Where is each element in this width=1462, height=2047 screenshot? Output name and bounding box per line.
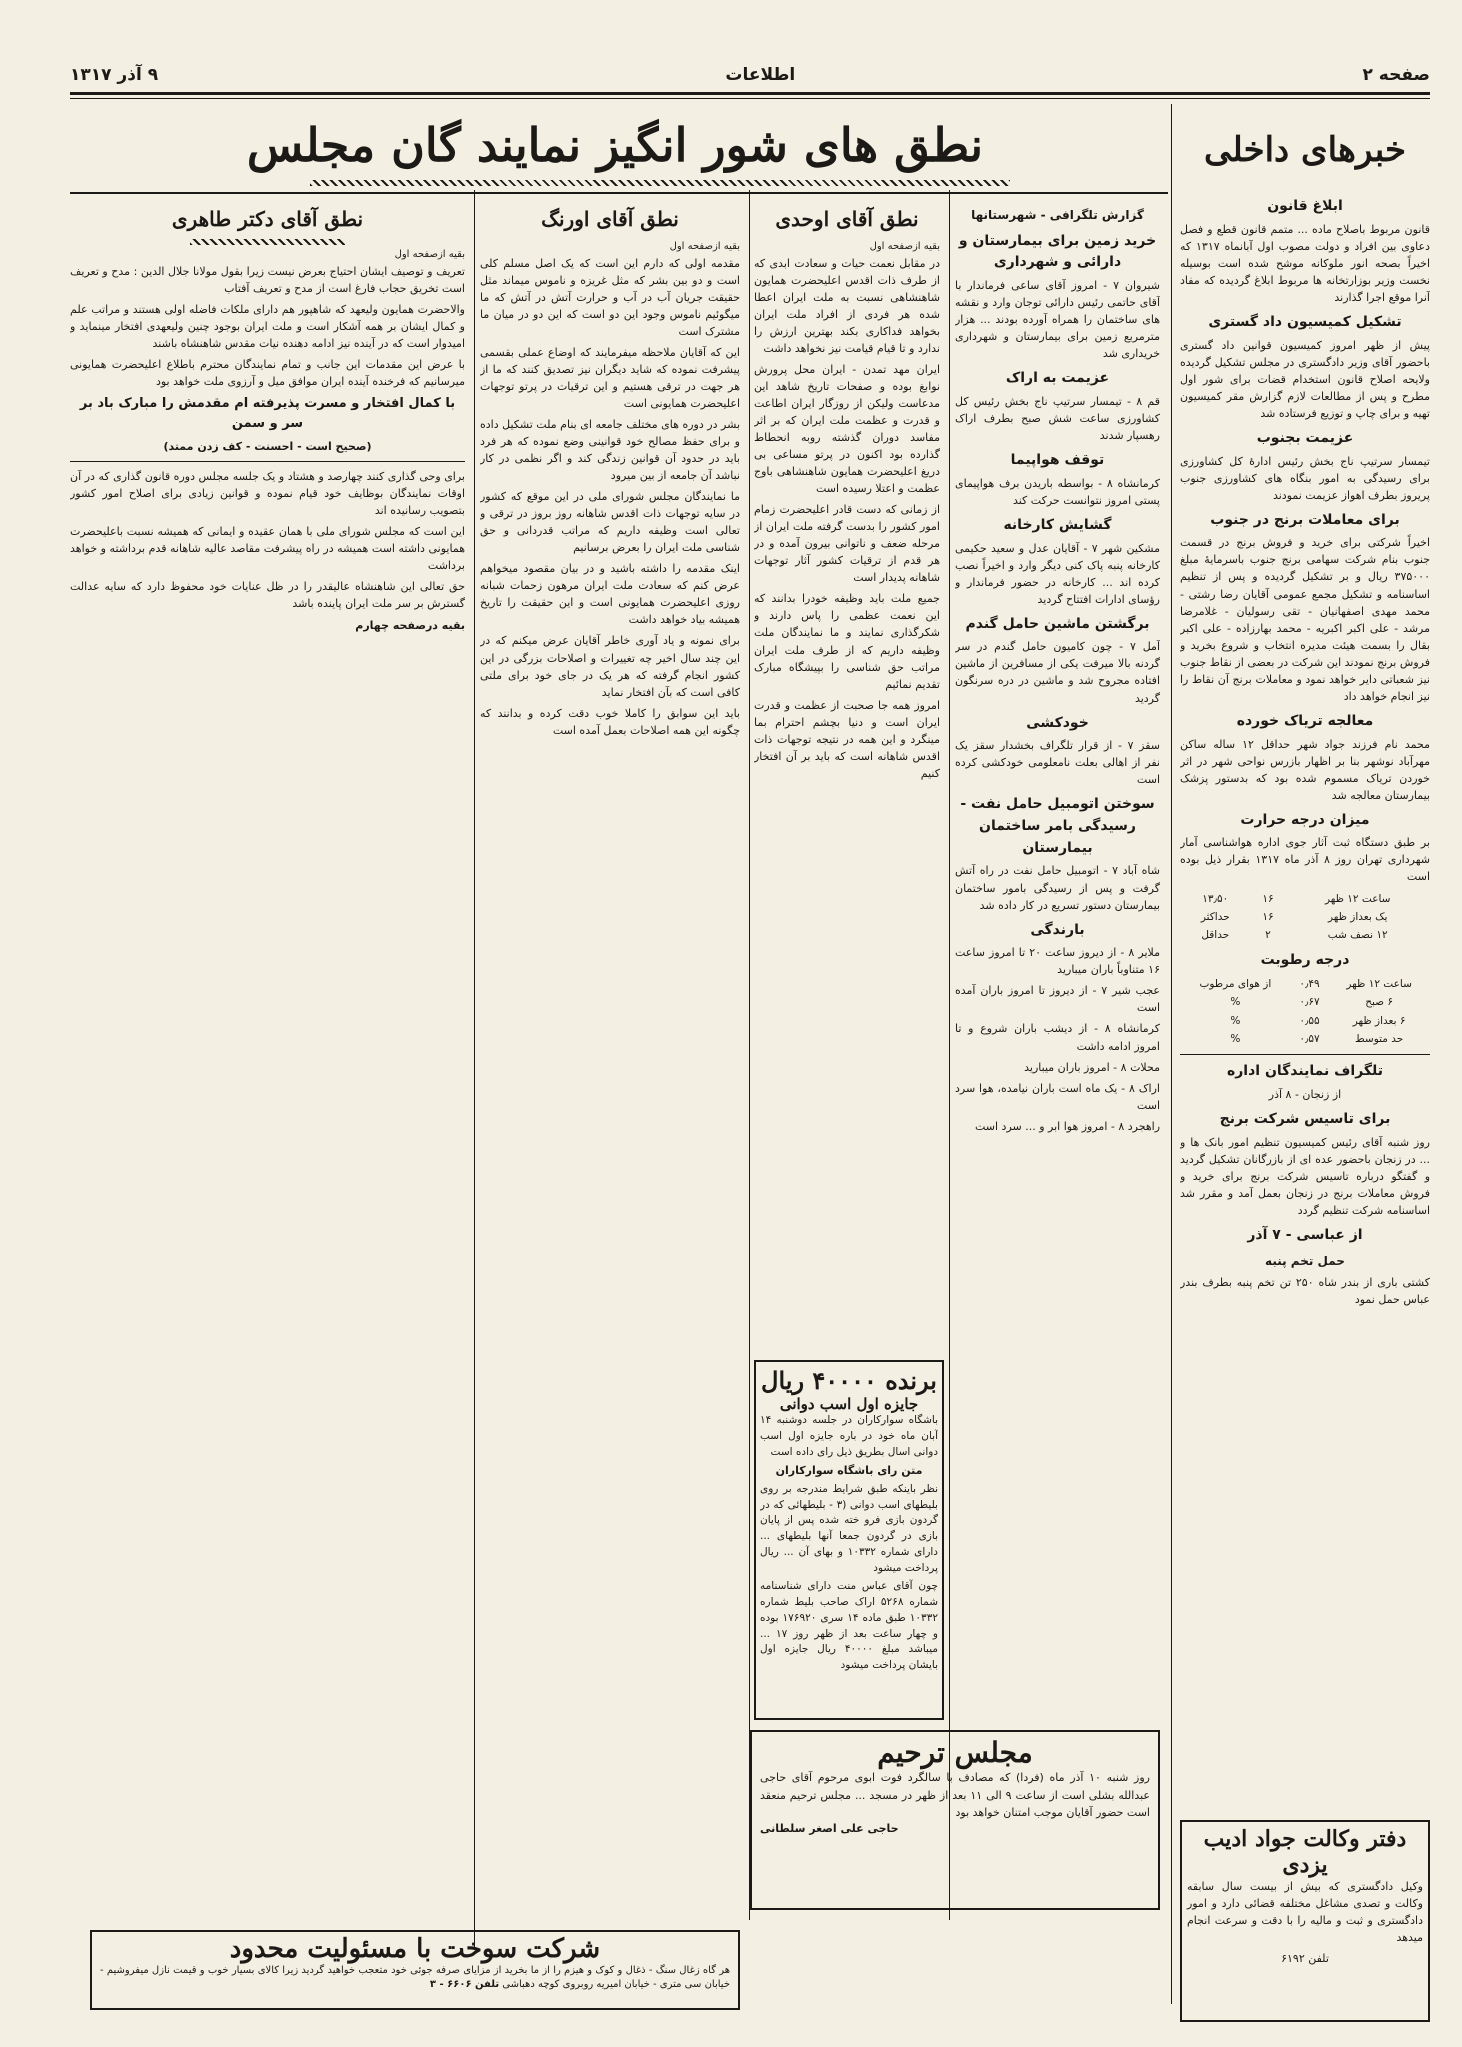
column-rule [1171,104,1172,2004]
headline: سوختن اتومبیل حامل نفت - رسیدگی بامر ساختمان بیمارستان [960,796,1155,856]
ad-subtitle: جایزه اول اسب دوانی [779,1395,919,1413]
article-text: در مقابل نعمت حیات و سعادت ابدی که از طرف ذات اقدس اعلیحضرت همایون شاهنشاهی نسبت به ملت ایران اعطا شده هر فردی از افراد ملت ایران بخواهد فداکاری بکند بهترین ارزش را ندارد و تا قیام قیامت نیز نخواهد داشت [754,256,940,355]
article-text: والاحضرت همایون ولیعهد که شاهپور هم دارای ملکات فاضله اولی هستند و مراتب علم و کمال ایشان بر همه آشکار است و ملت ایران بوجود چنین ولیعهدی افتخار مینماید و امیدوار است که در آینده نیز ادامه دهنده نیات مقدس شاهنشاه باشند [70,302,465,350]
article-text: بشر در دوره های مختلف جامعه ای بنام ملت تشکیل داده و برای حفظ مصالح خود قوانینی وضع نموده که هر فرد باید در حدود آن قوانین زندگی کند و اگر نظمی در کار نباشد آن جامعه از بین میرود [480,417,740,483]
article-text: از زمانی که دست قادر اعلیحضرت زمام امور کشور را بدست گرفته ملت ایران از مرحله ضعف و ناتوانی بیرون آمده و در هر قدم از ترقیات کشور آثار توجهات شاهانه پدیدار است [754,503,940,585]
column-rule [474,190,475,1950]
ad-title: برنده ۴۰۰۰۰ ریال [761,1366,937,1395]
banner-ornament [310,180,1010,186]
table-row: ۱۲ نصف شب ۲ حداقل [1201,929,1388,942]
section-title: گزارش تلگرافی - شهرستانها [971,208,1144,222]
article-text: پیش از ظهر امروز کمیسیون قوانین داد گستری باحضور آقای وزیر دادگستری در مجلس تشکیل گردیده ولایحه اصلاح قانون استخدام قضات برای شور اول مطرح و پس از مطالعات لازم گزارش مقر کمیسیون تهیه و برای چاپ و توزیع فرستاده شد [1180,338,1430,420]
table-row: ۶ صبح ۰٫۶۷ % [1230,996,1394,1009]
table-row: حد متوسط ۰٫۵۷ % [1230,1032,1404,1045]
article-text: ما نمایندگان مجلس شورای ملی در این موقع که کشور در سایه توجهات ذات اقدس شاهانه روز بروز در ترقی و تعالی است وظیفه داریم که مراتب قدردانی و حق شناسی ملت ایران را بعرض برسانیم [480,490,740,555]
dateline: از زنجان - ۸ آذر [1268,1087,1342,1101]
article-text: برای نمونه و یاد آوری خاطر آقایان عرض میکنم که در این چند سال اخیر چه تغییرات و اصلاحات بزرگی در این کشور انجام گرفته که هر یک در جای خود برای ملتی کافی است که بآن افتخار نماید [480,634,740,699]
article-text: جمیع ملت باید وظیفه خودرا بدانند که این نعمت عظمی را پاس دارند و شکرگذاری نمایند و ما نمایندگان ملت وظیفه داریم که از طرف ملت ایران مراتب حق شناسی را بپیشگاه مبارک تقدیم نمائیم [754,592,940,691]
title-ornament [190,239,345,245]
ad-heading: متن رای باشگاه سوارکاران [775,1464,923,1478]
headline: عزیمت بجنوب [1256,429,1354,446]
headline: ابلاغ قانون [1267,198,1343,214]
taheri-speech-column [70,200,465,1920]
article-text: با عرض این مقدمات این جانب و تمام نمایندگان محترم باطلاع اعلیحضرت همایونی میرسانیم که فرخنده آینده ایران موافق میل و آرزوی ملت خواهد بود [70,357,465,388]
article-text: تعریف و توصیف ایشان احتیاج بعرض نیست زیرا بقول مولانا جلال الدین : مدح و تعریف است تخریق حجاب فارغ است از مدح و تعریف آفتاب [70,264,465,295]
parliament-banner: نطق های شور انگیز نمایند گان مجلس [246,118,984,172]
article-text: محلات ۸ - امروز باران میبارید [1024,1060,1160,1074]
phone-number: تلفن ۶۶۰۶ - ۳ [429,1979,500,1990]
speech-title: نطق آقای دکتر طاهری [171,207,364,231]
article-text: حق تعالی این شاهنشاه عالیقدر را در ظل عنایات خود محفوظ دارد که سایه عدالت گسترش بر سر ملت ایران پاینده باشد [70,580,465,611]
page-header [70,60,1430,90]
column-rule [949,190,950,1920]
ad-text: روز شنبه ۱۰ آذر ماه (فردا) که مصادف با سالگرد فوت ابوی مرحوم آقای حاجی عبدالله بشلی است از ساعت ۹ الی ۱۱ بعد از ظهر در مسجد ... مجلس ترحیم منعقد است حضور آقایان موجب امتنان خواهد بود [760,1771,1150,1820]
speech-title: نطق آقای اورنگ [541,207,679,231]
ad-title: مجلس ترحیم [877,1736,1033,1769]
continued-label: بقیه درصفحه چهارم [355,618,465,632]
headline: از عباسی - ۷ آذر [1247,1226,1363,1243]
temperature-table [1180,890,1430,945]
table-row: ساعت ۱۲ ظهر ۰٫۴۹ از هوای مرطوب [1199,978,1412,991]
article-text: سقز ۷ - از قرار تلگراف بخشدار سقز یک نفر از اهالی بعلت نامعلومی خودکشی کرده است [955,739,1160,787]
header-rule-thin [70,98,1430,99]
article-text: اراک ۸ - یک ماه است باران نیامده، هوا سرد است [955,1081,1160,1112]
headline: درجه رطوبت [1260,952,1350,969]
headline: تلگراف نمایندگان اداره [1226,1063,1384,1080]
headline: خرید زمین برای بیمارستان و دارائی و شهرداری [958,232,1157,271]
article-text: اینک مقدمه را داشته باشید و در بیان مقصود میخواهم عرض کنم که سعادت ملت ایران مرهون زحمات شبانه روزی اعلیحضرت همایونی است و این حقیقت را تاریخ همیشه بیاد خواهد داشت [480,562,740,627]
applause-note: (صحیح است - احسنت - کف زدن ممتد) [163,440,372,454]
article-text: آمل ۷ - چون کامیون حامل گندم در سر گردنه بالا میرفت یکی از مسافرین از ماشین افتاده مجروح شد و ماشین در دره سرنگون گردید [955,640,1160,705]
table-row: یک بعداز ظهر ۱۶ حداکثر [1200,910,1388,923]
continued-label: بقیه ازصفحه اول [869,241,940,252]
table-row: ساعت ۱۲ ظهر ۱۶ ۱۳٫۵۰ [1202,892,1391,905]
humidity-table [1180,975,1430,1048]
ad-text: وکیل دادگستری که بیش از بیست سال سابقه وکالت و تصدی مشاغل مختلفه قضائی دارد و امور دادگستری و ثبت و مالیه را با دقت و سرعت انجام میدهد تلفن ۶۱۹۲ [1182,1878,1428,1971]
ad-title: شرکت سوخت با مسئولیت محدود [229,1934,601,1964]
article-text: قانون مربوط باصلاح ماده ... متمم قانون قطع و فصل دعاوی بین افراد و دولت مصوب اول آبانماه ۱۳۱۷ که اخیراً بصحه انور ملوکانه موشح شده است بوسیله نخست وزیر بوزارتخانه ها مربوط ابلاغ گردیده که مفاد آنرا موقع اجرا گذارند [1180,222,1430,304]
newspaper-name: اطلاعات [725,65,796,85]
headline: خودکشی [1026,714,1089,731]
article-text: باید این سوابق را کاملا خوب دقت کرده و بدانند که چگونه این همه اصلاحات بعمل آمده است [480,706,740,737]
headline: برای معاملات برنج در جنوب [1210,511,1400,528]
mourning-ad [750,1730,1160,1910]
headline: برگشتن ماشین حامل گندم [965,615,1150,632]
ad-title: دفتر وکالت جواد ادیب یزدی [1203,1826,1407,1878]
headline: میزان درجه حرارت [1240,811,1370,828]
internal-news-column [1180,190,1430,1810]
headline: معالجه تریاک خورده [1236,712,1374,729]
headline: تشکیل کمیسیون داد گستری [1208,313,1402,330]
article-text: مقدمه اولی که دارم این است که یک اصل مسلم کلی است و دو بین بشر که مثل غریزه و ناموس میماند مثل حقیقت جریان آب در آب و حرارت آتش در آتش که ما میگوئیم ناموس وجود این دو است که این دو در میان ما مشترک است [480,256,740,338]
ad-text: هر گاه زغال سنگ - ذغال و کوک و هیزم را از ما بخرید از مزایای صرفه جوئی خود متعجب خواهید گردید زیرا کالای بسیار خوب و قیمت نازل میفروشیم - خیابان سی متری - خیابان امیریه روبروی کوچه دهباشی تلفن ۶۶۰۶ - ۳ [100,1965,730,1990]
article-text: این که آقایان ملاحظه میفرمایند که اوضاع عملی بقسمی پیشرفت نموده که شاید دیگران نیز تصدیق کنند که ما از هر جهت در ترقی هستیم و این ترقیات در پرتو توجهات اعلیحضرت همایونی است [480,345,740,410]
article-text: کرمانشاه ۸ - از دیشب باران شروع و تا امروز ادامه داشت [955,1022,1160,1053]
ad-text: باشگاه سوارکاران در جلسه دوشنبه ۱۴ آبان ماه خود در باره جایزه اول اسب دوانی اسال بطریق ذیل رای داده است متن رای باشگاه سوارکاران نظر باینکه طبق شرایط مندرجه بر روی بلیطهای اسب دوانی (۳ - بلیطهائی که در گردون بازی فرو خته شده پس از پایان بازی در گردون جمعا آنها بلیطهای ... دارای شماره ۱۰۳۳۲ و بهای آن ... ریال پرداخت میشود چون آقای عباس منت دارای شناسنامه شماره ۵۲۶۸ اراک صاحب بلیط شماره ۱۰۳۳۲ طبق ماده ۱۴ سری ۱۷۶۹۲۰ بوده و چهار ساعت بعد از ظهر روز ۱۷ ... میباشد مبلغ ۴۰۰۰۰ ریال جایزه اول بایشان پرداخت میشود [760,1414,938,1671]
headline: عزیمت به اراک [1005,370,1110,387]
article-text: شاه آباد ۷ - اتومبیل حامل نفت در راه آتش گرفت و پس از رسیدگی بامور ساختمان بیمارستان دستور تسریع در کار داده شد [955,864,1160,912]
lottery-ad [754,1360,944,1720]
article-text: کرمانشاه ۸ - بواسطه باریدن برف هواپیمای پستی امروز نتوانست حرکت کند [955,476,1160,507]
article-text: کشتی باری از بندر شاه ۲۵۰ تن تخم پنبه بطرف بندر عباس حمل نمود [1180,1276,1430,1307]
headline: توقف هواپیما [1010,452,1105,469]
internal-news-banner: خبرهای داخلی [1204,130,1406,170]
article-text: ملایر ۸ - از دیروز ساعت ۲۰ تا امروز ساعت ۱۶ متناوباً باران میبارید [955,946,1160,977]
section-rule [70,192,1168,194]
avrang-speech-column [480,200,740,1920]
article-text: تیمسار سرتیپ ناج بخش رئیس ادارهٔ کل کشاورزی برای رسیدگی به امور بنگاه های کشاورزی جنوب پریروز بطرف اهواز عزیمت نمودند [1180,454,1430,502]
headline: بارندگی [1030,921,1085,938]
article-text: قم ۸ - تیمسار سرتیپ ناج بخش رئیس کل کشاورزی ساعت شش صبح بطرف اراک رهسپار شدند [955,394,1160,442]
article-text: مشکین شهر ۷ - آقایان عدل و سعید حکیمی کارخانه پنبه پاک کنی دیگر وارد و اخیراً نصب کرده اند ... کارخانه در حضور فرماندار و رؤسای ادارات افتتاح گردید [955,541,1160,606]
article-text: شیروان ۷ - امروز آقای ساعی فرماندار با آقای حاتمی رئیس دارائی توجان وارد و نقشه های ساختمان را همراه آورده بودند ... هزار مترمربع زمین برای بیمارستان و شهرداری خریداری شد [955,278,1160,361]
headline: گشایش کارخانه [1003,516,1112,533]
article-text: اخیراً شرکتی برای خرید و فروش برنج در قسمت جنوب بنام شرکت سهامی برنج جنوب باسرمایهٔ مبلغ ۳۷۵۰۰۰ ریال و بر تشکیل گردیده و پس از تنظیم اساسنامه و تشکیل مجمع عمومی آقایان رضا رشتی - محمد مهدی اصفهانیان - تقی رسولیان - غلامرضا مرشد - علی اکبر اکبریه - محمد بهارزاده - علی اکبر بقال را بسمت هیئت مدیره انتخاب و شروع بخرید و فروش برنج نمودند این شرکت در بعضی از نقاط جنوب نیز شعباتی دایر خواهد نمود و معاملات برنج آن نقاط را نیز انجام خواهد داد [1180,536,1430,703]
headline: برای تاسیس شرکت برنج [1219,1110,1391,1127]
article-text: بر طبق دستگاه ثبت آثار جوی اداره هواشناسی آمار شهرداری تهران روز ۸ آذر ماه ۱۳۱۷ بقرار ذیل بوده است [1180,836,1430,884]
continued-label: بقیه ازصفحه اول [669,241,740,252]
article-text: عجب شیر ۷ - از دیروز تا امروز باران آمده است [955,984,1160,1015]
phone-number: تلفن ۶۱۹۲ [1281,1952,1329,1966]
verse: با کمال افتخار و مسرت پذیرفته ام مقدمش را مبارک باد بر سر و سمن [79,395,456,431]
article-text: این است که مجلس شورای ملی با همان عقیده و ایمانی که همیشه نسبت باعلیحضرت همایونی داشته است همیشه در راه پیشرفت مقاصد عالیه شاهانه قدم برداشته و خواهد برداشت [70,525,465,573]
headline: حمل تخم پنبه [1265,1254,1345,1269]
table-row: ۶ بعداز ظهر ۰٫۵۵ % [1230,1014,1406,1027]
article-text: محمد نام فرزند جواد شهر حداقل ۱۲ ساله ساکن مهرآباد نوشهر بنا بر اظهار بازرس نواحی شهر در اثر خوردن تریاک مسموم شده بود که بدستور پزشک بیمارستان معالجه شد [1180,737,1430,802]
fuel-company-ad [90,1930,740,2010]
ad-signature: حاجی علی اصغر سلطانی [760,1821,899,1835]
issue-date: ۹ آذر ۱۳۱۷ [70,65,159,85]
article-text: برای وحی گذاری کنند چهارصد و هشتاد و یک جلسه مجلس دوره قانون گذاری که در آن اوقات نمایندگان بوظایف خود قیام نموده و قوانین زیادی برای اصلاح امور کشور بتصویب رسانیده اند [70,470,465,518]
article-text: ایران مهد تمدن - ایران محل پرورش نوابغ بوده و صفحات تاریخ شاهد این مدعاست ولیکن از روزگار ایران اطاعت و قدرت و عظمت ملت ایران که بر اثر مفاسد دوران گذشته روبه انحطاط گذارده بود اکنون در پرتو مساعی بی دریغ اعلیحضرت همایون شاهنشاهی باوج عظمت و اعتلا رسیده است [754,362,940,496]
lawyer-ad [1180,1820,1430,2022]
article-text: روز شنبه آقای رئیس کمیسیون تنظیم امور بانک ها و ... در زنجان باحضور عده ای از بازرگانان تشکیل گردید و گفتگو درباره تاسیس شرکت برنج برای خرید و فروش معاملات برنج در زنجان بعمل آمد و مقرر شد اساسنامه شرکت تنظیم گردد [1180,1135,1430,1217]
ovahedi-speech-column [754,200,940,1350]
speech-title: نطق آقای اوحدی [775,207,919,231]
column-rule [749,190,750,1920]
header-rule [70,92,1430,95]
article-text: امروز همه جا صحبت از عظمت و قدرت ایران است و دنیا بچشم احترام بما مینگرد و این همه در نتیجه توجهات ذات اقدس شاهانه است که باید بر آن افتخار کنیم [754,698,940,780]
page-number: صفحه ۲ [1362,65,1430,85]
city-reports-column [955,200,1160,1720]
continued-label: بقیه ازصفحه اول [394,249,465,260]
article-text: راهجرد ۸ - امروز هوا ابر و ... سرد است [974,1119,1160,1133]
